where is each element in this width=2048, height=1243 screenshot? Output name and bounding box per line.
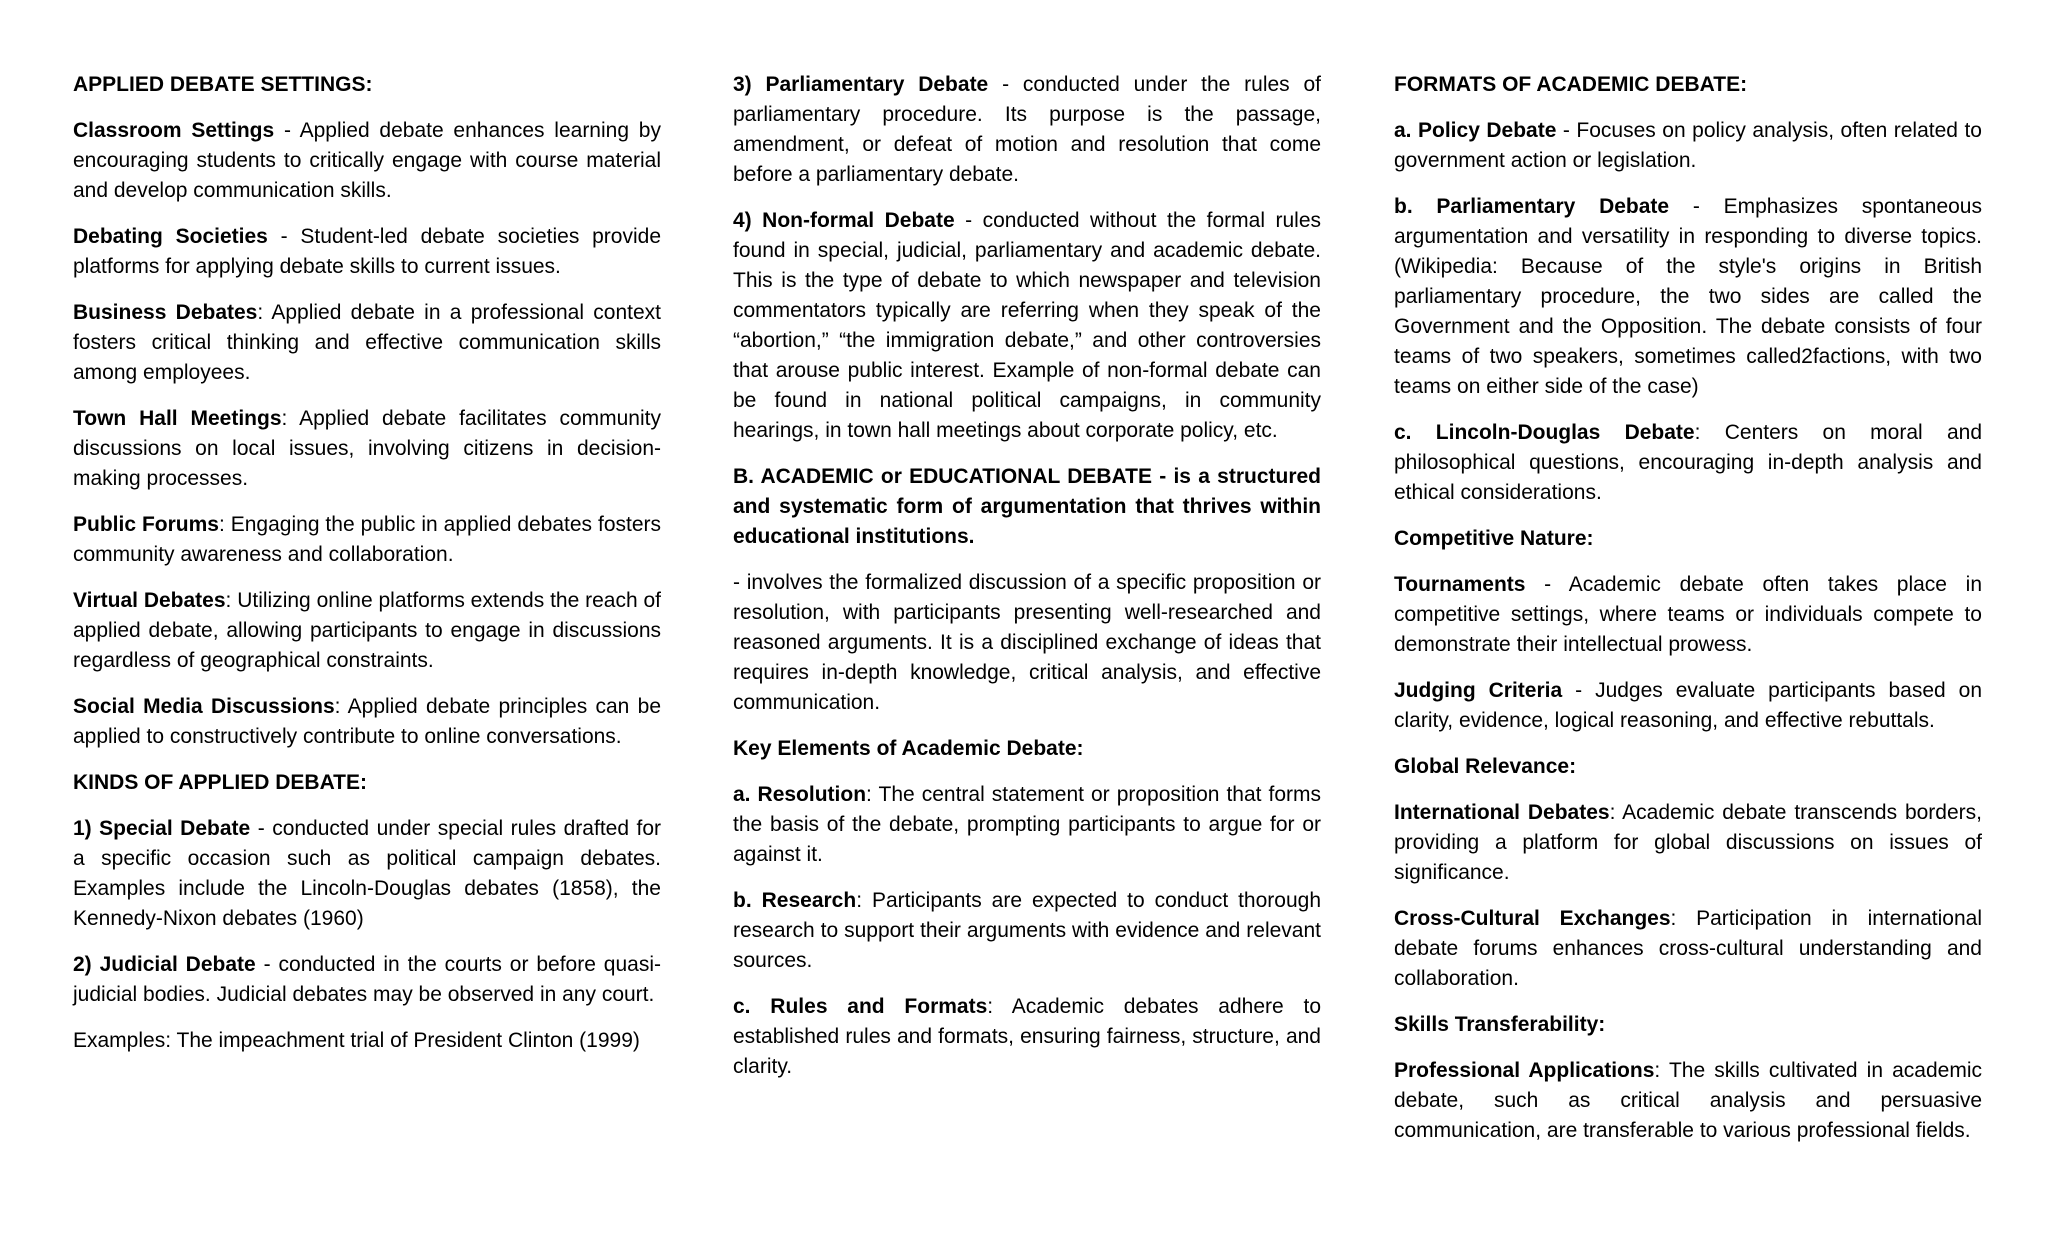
column-middle bbox=[733, 70, 1321, 1098]
formats-heading: FORMATS OF ACADEMIC DEBATE: bbox=[1394, 73, 1748, 96]
setting-debating-societies bbox=[73, 222, 661, 282]
definition: conducted under the rules of parliamentary procedure. Its purpose is the passage, amendment, or defeat of motion and resolution that come before a parliamentary debate. bbox=[733, 73, 1322, 186]
kind-special-debate bbox=[73, 814, 661, 934]
definition: conducted without the formal rules found in special, judicial, parliamentary and academic debate. This is the type of debate to which newspaper and television commentators typically are referring when they speak of the “abortion,” “the immigration debate,” and other controversies that arouse public interest. Example of non-formal debate can be found in national political campaigns, in community hearings, in town hall meetings about corporate policy, etc. bbox=[733, 209, 1321, 442]
definition: Utilizing online platforms extends the reach of applied debate, allowing participants to engage in discussions regardless of geographical constraints. bbox=[73, 589, 661, 672]
kind-judicial-debate bbox=[73, 950, 661, 1010]
academic-debate-heading: B. ACADEMIC or EDUCATIONAL DEBATE - is a structured and systematic form of argumentation that thrives within educational institutions. bbox=[733, 465, 1321, 548]
global-international bbox=[1394, 798, 1982, 888]
definition: Focuses on policy analysis, often related to government action or legislation. bbox=[1394, 119, 1982, 172]
term: 1) Special Debate bbox=[73, 817, 251, 840]
term: International Debates bbox=[1394, 801, 1610, 824]
definition: Academic debate transcends borders, providing a platform for global discussions on issues of significance. bbox=[1394, 801, 1982, 884]
definition: Centers on moral and philosophical questions, encouraging in-depth analysis and ethical considerations. bbox=[1394, 421, 1982, 504]
competitive-heading: Competitive Nature: bbox=[1394, 527, 1594, 550]
separator: - bbox=[954, 209, 983, 232]
definition: Emphasizes spontaneous argumentation and versatility in responding to diverse topics. (Wikipedia: Because of the style's origins in British parliamentary procedure, the two sides are called the Government and the Opposition. The debate consists of four teams of two speakers, sometimes called2factions, with two teams on either side of the case) bbox=[1394, 195, 1982, 398]
term: Public Forums bbox=[73, 513, 219, 536]
definition: Applied debate principles can be applied to constructively contribute to online conversations. bbox=[73, 695, 661, 748]
skills-professional bbox=[1394, 1056, 1982, 1146]
competitive-judging bbox=[1394, 676, 1982, 736]
separator: : bbox=[257, 301, 272, 324]
separator: : bbox=[987, 995, 1012, 1018]
term: c. Lincoln-Douglas Debate bbox=[1394, 421, 1695, 444]
global-heading: Global Relevance: bbox=[1394, 755, 1577, 778]
term: a. Policy Debate bbox=[1394, 119, 1557, 142]
separator: : bbox=[1670, 907, 1697, 930]
term: Cross-Cultural Exchanges bbox=[1394, 907, 1671, 930]
column-right bbox=[1394, 70, 1982, 1162]
definition: conducted in the courts or before quasi-judicial bodies. Judicial debates may be observed in any court. bbox=[73, 953, 661, 1006]
definition: The skills cultivated in academic debate, such as critical analysis and persuasive communication, are transferable to various professional fields. bbox=[1394, 1059, 1982, 1142]
separator: : bbox=[218, 513, 231, 536]
separator: : bbox=[866, 783, 879, 806]
term: Virtual Debates bbox=[73, 589, 226, 612]
term: c. Rules and Formats bbox=[733, 995, 988, 1018]
separator: : bbox=[1694, 421, 1725, 444]
definition: Academic debates adhere to established rules and formats, ensuring fairness, structure, and clarity. bbox=[733, 995, 1322, 1078]
definition: The central statement or proposition that forms the basis of the debate, prompting participants to argue for or against it. bbox=[733, 783, 1321, 866]
definition: Academic debate often takes place in competitive settings, where teams or individuals compete to demonstrate their intellectual prowess. bbox=[1394, 573, 1982, 656]
competitive-tournaments bbox=[1394, 570, 1982, 660]
separator: - bbox=[988, 73, 1023, 96]
separator: - bbox=[250, 817, 273, 840]
term: 4) Non-formal Debate bbox=[733, 209, 955, 232]
separator: : bbox=[1609, 801, 1623, 824]
definition: Participation in international debate forums enhances cross-cultural understanding and collaboration. bbox=[1394, 907, 1982, 990]
term: Business Debates bbox=[73, 301, 258, 324]
format-policy-debate bbox=[1394, 116, 1982, 176]
setting-virtual-debates bbox=[73, 586, 661, 676]
setting-business-debates bbox=[73, 298, 661, 388]
separator: - bbox=[274, 119, 300, 142]
setting-social-media bbox=[73, 692, 661, 752]
element-research bbox=[733, 886, 1321, 976]
separator: - bbox=[1525, 573, 1569, 596]
term: b. Research bbox=[733, 889, 857, 912]
academic-debate-description: - involves the formalized discussion of a specific proposition or resolution, with participants presenting well-researched and reasoned arguments. It is a disciplined exchange of ideas that requires in-depth knowledge, critical analysis, and effective communication. bbox=[733, 571, 1321, 714]
setting-public-forums bbox=[73, 510, 661, 570]
definition: Participants are expected to conduct thorough research to support their arguments with evidence and relevant sources. bbox=[733, 889, 1322, 972]
definition: Applied debate in a professional context fosters critical thinking and effective communication skills among employees. bbox=[73, 301, 661, 384]
definition: Student-led debate societies provide platforms for applying debate skills to current issues. bbox=[73, 225, 661, 278]
definition: Applied debate facilitates community discussions on local issues, involving citizens in decision-making processes. bbox=[73, 407, 661, 490]
format-lincoln-douglas bbox=[1394, 418, 1982, 508]
definition: Applied debate enhances learning by encouraging students to critically engage with course material and develop communication skills. bbox=[73, 119, 661, 202]
definition: Engaging the public in applied debates fosters community awareness and collaboration. bbox=[73, 513, 662, 566]
separator: - bbox=[255, 953, 279, 976]
setting-town-hall bbox=[73, 404, 661, 494]
separator: : bbox=[225, 589, 238, 612]
separator: : bbox=[856, 889, 872, 912]
element-resolution bbox=[733, 780, 1321, 870]
term: b. Parliamentary Debate bbox=[1394, 195, 1670, 218]
term: Debating Societies bbox=[73, 225, 268, 248]
definition: Judges evaluate participants based on clarity, evidence, logical reasoning, and effective rebuttals. bbox=[1394, 679, 1982, 732]
term: Classroom Settings bbox=[73, 119, 275, 142]
term: 2) Judicial Debate bbox=[73, 953, 256, 976]
definition: conducted under special rules drafted for a specific occasion such as political campaign debates. Examples include the Lincoln-Douglas debates (1858), the Kennedy-Nixon debates (1960) bbox=[73, 817, 661, 930]
kind-parliamentary-debate bbox=[733, 70, 1321, 190]
skills-heading: Skills Transferability: bbox=[1394, 1013, 1606, 1036]
kind-non-formal-debate bbox=[733, 206, 1321, 446]
separator: - bbox=[1556, 119, 1577, 142]
separator: - bbox=[1562, 679, 1596, 702]
separator: : bbox=[1654, 1059, 1669, 1082]
key-elements-heading: Key Elements of Academic Debate: bbox=[733, 737, 1084, 760]
separator: : bbox=[281, 407, 300, 430]
term: 3) Parliamentary Debate bbox=[733, 73, 989, 96]
global-cross-cultural bbox=[1394, 904, 1982, 994]
column-left bbox=[73, 70, 661, 1072]
section-heading-applied-settings: APPLIED DEBATE SETTINGS: bbox=[73, 73, 373, 96]
section-heading-kinds: KINDS OF APPLIED DEBATE: bbox=[73, 771, 368, 794]
term: Town Hall Meetings bbox=[73, 407, 282, 430]
term: a. Resolution bbox=[733, 783, 867, 806]
format-parliamentary-debate bbox=[1394, 192, 1982, 402]
examples-text: Examples: The impeachment trial of President Clinton (1999) bbox=[73, 1029, 640, 1052]
term: Tournaments bbox=[1394, 573, 1526, 596]
term: Judging Criteria bbox=[1394, 679, 1563, 702]
term: Social Media Discussions bbox=[73, 695, 335, 718]
separator: - bbox=[267, 225, 301, 248]
separator: : bbox=[334, 695, 348, 718]
separator: - bbox=[1669, 195, 1724, 218]
setting-classroom bbox=[73, 116, 661, 206]
element-rules-formats bbox=[733, 992, 1321, 1082]
term: Professional Applications bbox=[1394, 1059, 1655, 1082]
